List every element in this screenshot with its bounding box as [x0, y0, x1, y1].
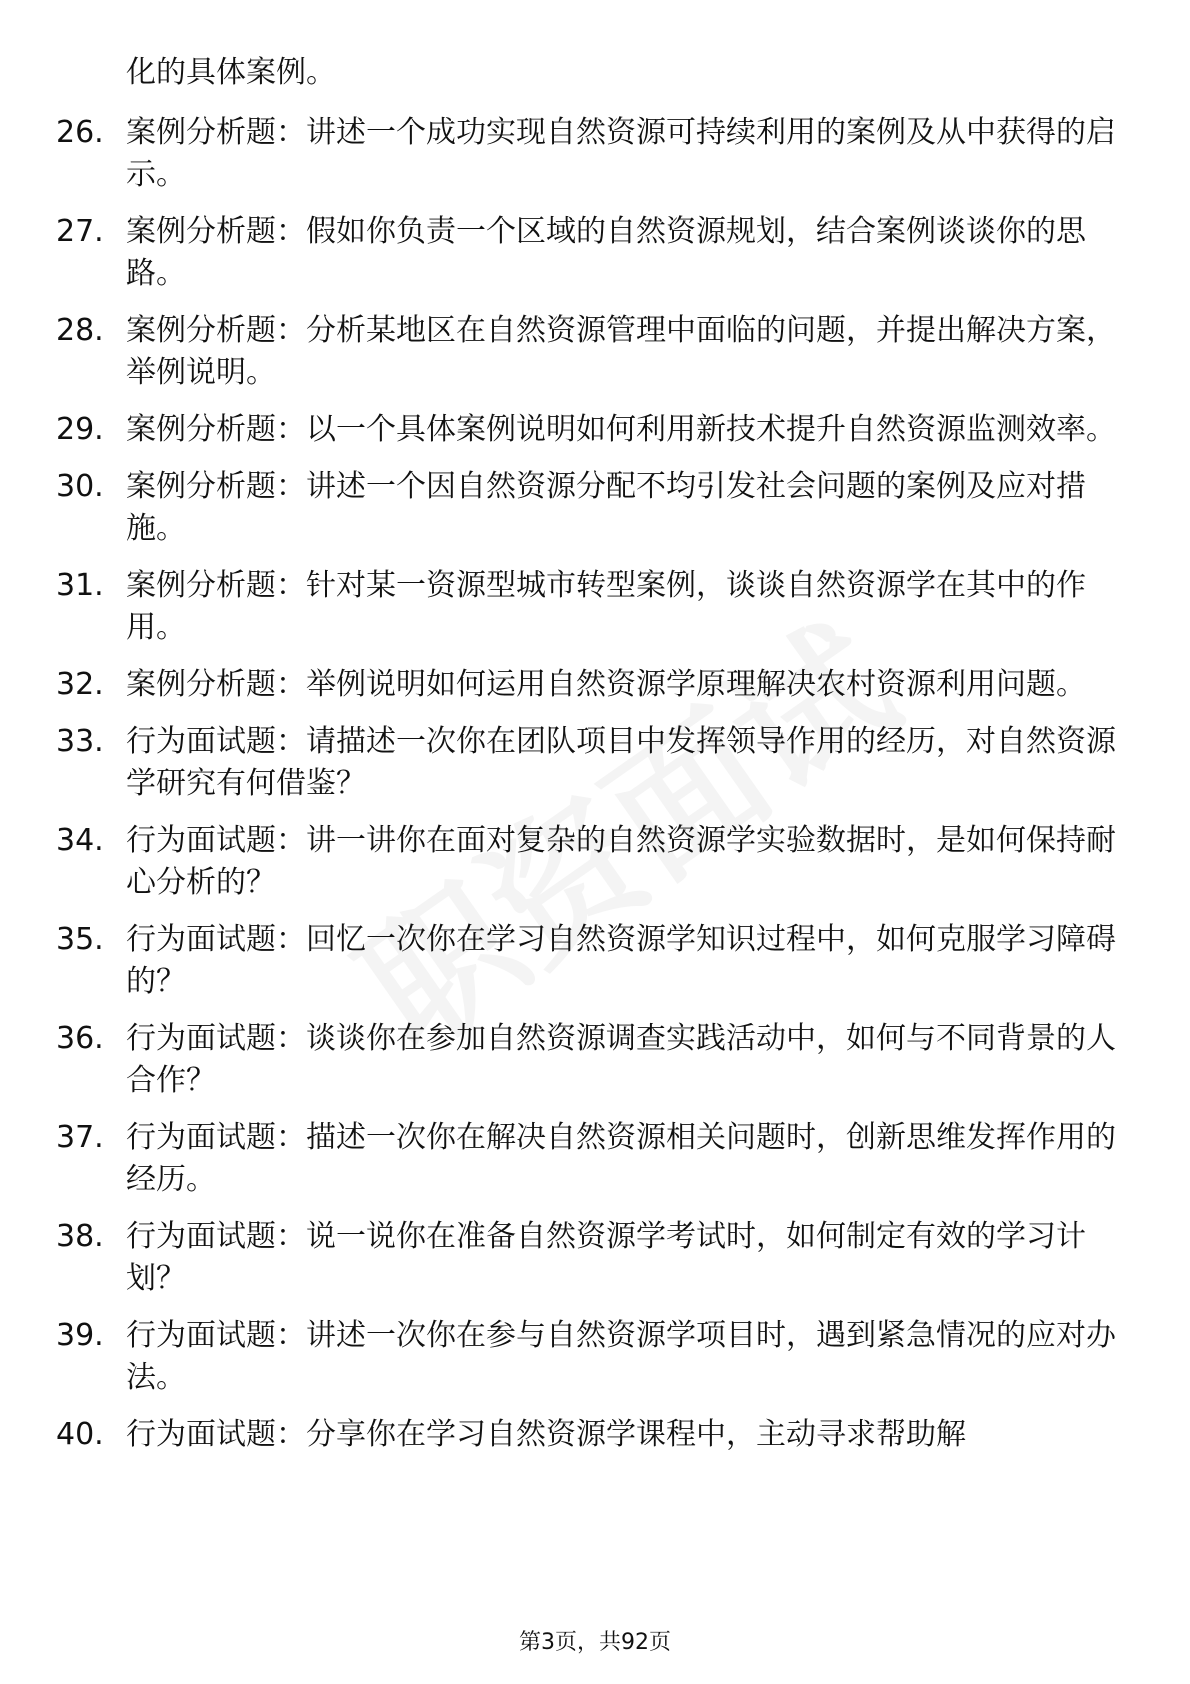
question-text: 案例分析题：以一个具体案例说明如何利用新技术提升自然资源监测效率。 — [126, 412, 1116, 447]
list-item — [56, 1414, 1116, 1456]
question-text: 行为面试题：讲一讲你在面对复杂的自然资源学实验数据时，是如何保持耐心分析的？ — [126, 823, 1116, 900]
list-item — [56, 565, 1116, 649]
list-item — [56, 664, 1116, 706]
page-footer: 第3页，共92页 — [519, 1630, 671, 1655]
question-list — [56, 112, 1116, 1471]
list-item — [56, 919, 1116, 1003]
list-item — [56, 1117, 1116, 1201]
question-number: 29. — [56, 412, 104, 447]
question-number: 36. — [56, 1021, 104, 1056]
question-number: 27. — [56, 214, 104, 249]
list-item — [56, 721, 1116, 805]
question-number: 35. — [56, 922, 104, 957]
question-number: 39. — [56, 1318, 104, 1353]
list-item — [56, 1018, 1116, 1102]
question-text: 行为面试题：分享你在学习自然资源学课程中，主动寻求帮助解 — [126, 1417, 966, 1452]
question-text: 案例分析题：针对某一资源型城市转型案例，谈谈自然资源学在其中的作用。 — [126, 568, 1086, 645]
question-number: 26. — [56, 115, 104, 150]
list-item — [56, 211, 1116, 295]
question-text: 行为面试题：说一说你在准备自然资源学考试时，如何制定有效的学习计划？ — [126, 1219, 1086, 1296]
question-text: 行为面试题：请描述一次你在团队项目中发挥领导作用的经历，对自然资源学研究有何借鉴？ — [126, 724, 1116, 801]
question-number: 30. — [56, 469, 104, 504]
list-item — [56, 1216, 1116, 1300]
question-number: 33. — [56, 724, 104, 759]
question-text: 案例分析题：分析某地区在自然资源管理中面临的问题，并提出解决方案，举例说明。 — [126, 313, 1116, 390]
question-text: 行为面试题：谈谈你在参加自然资源调查实践活动中，如何与不同背景的人合作？ — [126, 1021, 1116, 1098]
question-text: 案例分析题：假如你负责一个区域的自然资源规划，结合案例谈谈你的思路。 — [126, 214, 1086, 291]
list-item — [56, 820, 1116, 904]
list-item — [56, 409, 1116, 451]
question-number: 32. — [56, 667, 104, 702]
list-item — [56, 112, 1116, 196]
question-number: 28. — [56, 313, 104, 348]
list-item — [56, 310, 1116, 394]
continuation-text: 化的具体案例。 — [126, 55, 336, 90]
question-text: 案例分析题：举例说明如何运用自然资源学原理解决农村资源利用问题。 — [126, 667, 1086, 702]
question-text: 行为面试题：讲述一次你在参与自然资源学项目时，遇到紧急情况的应对办法。 — [126, 1318, 1116, 1395]
question-number: 40. — [56, 1417, 104, 1452]
question-text: 行为面试题：回忆一次你在学习自然资源学知识过程中，如何克服学习障碍的？ — [126, 922, 1116, 999]
list-item — [56, 466, 1116, 550]
question-text: 案例分析题：讲述一个成功实现自然资源可持续利用的案例及从中获得的启示。 — [126, 115, 1116, 192]
question-number: 37. — [56, 1120, 104, 1155]
list-item — [56, 1315, 1116, 1399]
question-number: 34. — [56, 823, 104, 858]
question-text: 案例分析题：讲述一个因自然资源分配不均引发社会问题的案例及应对措施。 — [126, 469, 1086, 546]
question-number: 31. — [56, 568, 104, 603]
question-number: 38. — [56, 1219, 104, 1254]
question-text: 行为面试题：描述一次你在解决自然资源相关问题时，创新思维发挥作用的经历。 — [126, 1120, 1116, 1197]
